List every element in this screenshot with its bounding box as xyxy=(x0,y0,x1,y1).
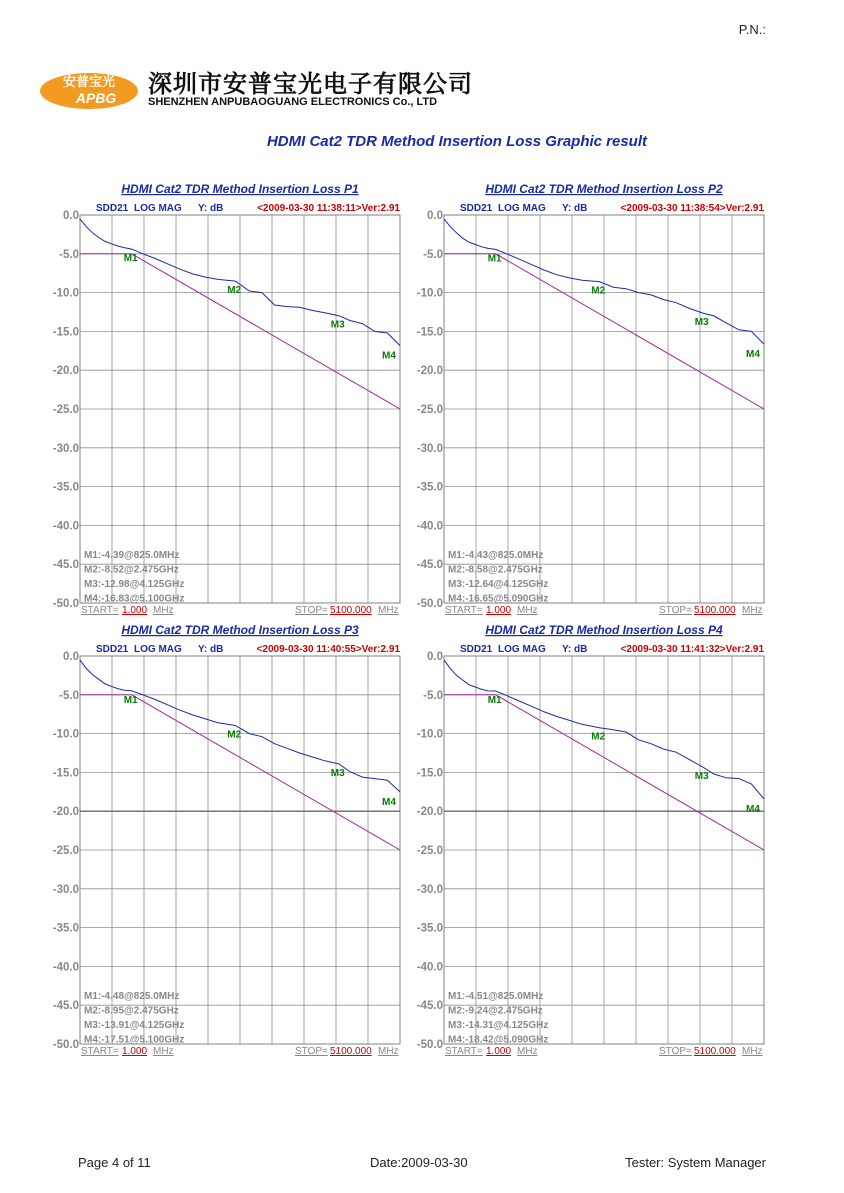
y-tick-label: -15.0 xyxy=(52,326,79,339)
logo-cn-text: 安普宝光 xyxy=(62,75,116,90)
start-value: 1.000 xyxy=(486,605,512,616)
y-tick-label: -35.0 xyxy=(52,922,79,935)
y-tick-label: -10.0 xyxy=(416,287,443,300)
start-unit: MHz xyxy=(517,1046,538,1057)
marker-m1: M1 xyxy=(487,253,502,265)
stop-value: 5100.000 xyxy=(330,605,372,616)
chart-title: HDMI Cat2 TDR Method Insertion Loss P4 xyxy=(485,623,723,637)
marker-readout: M1:-4.51@825.0MHz xyxy=(448,991,544,1002)
marker-readout: M2:-8.58@2.475GHz xyxy=(448,564,543,576)
marker-readout: M4:-17.51@5.100GHz xyxy=(84,1034,185,1046)
y-tick-label: -50.0 xyxy=(52,1039,79,1051)
y-unit-label: Y: dB xyxy=(562,203,588,214)
marker-m2: M2 xyxy=(227,285,242,297)
marker-m4: M4 xyxy=(746,803,760,815)
marker-m1: M1 xyxy=(487,694,502,706)
y-tick-label: -15.0 xyxy=(52,767,79,780)
y-tick-label: -15.0 xyxy=(416,767,443,780)
chart-title: HDMI Cat2 TDR Method Insertion Loss P3 xyxy=(121,623,359,637)
timestamp-label: <2009-03-30 11:38:11>Ver:2.91 xyxy=(257,203,400,214)
marker-m2: M2 xyxy=(227,729,242,741)
stop-label: STOP= xyxy=(659,605,692,616)
start-unit: MHz xyxy=(153,605,174,616)
y-tick-label: -45.0 xyxy=(416,559,443,572)
marker-readout: M3:-13.91@4.125GHz xyxy=(84,1020,185,1031)
part-number-label: P.N.: xyxy=(738,22,766,37)
format-label: LOG MAG xyxy=(134,203,182,214)
y-tick-label: -10.0 xyxy=(416,728,443,741)
y-tick-label: -25.0 xyxy=(52,404,79,416)
marker-readout: M3:-12.98@4.125GHz xyxy=(84,579,185,590)
y-tick-label: -30.0 xyxy=(416,442,443,455)
marker-m4: M4 xyxy=(746,349,760,361)
chart-p3 xyxy=(30,619,450,1059)
marker-m2: M2 xyxy=(591,731,606,743)
chart-p1 xyxy=(30,178,450,618)
y-tick-label: -20.0 xyxy=(416,806,443,819)
marker-m3: M3 xyxy=(330,319,345,331)
timestamp-label: <2009-03-30 11:38:54>Ver:2.91 xyxy=(620,203,764,214)
format-label: LOG MAG xyxy=(134,644,182,655)
y-tick-label: -35.0 xyxy=(416,922,443,935)
y-tick-label: 0.0 xyxy=(63,651,79,663)
chart-p4 xyxy=(394,619,814,1059)
y-tick-label: -30.0 xyxy=(52,442,79,455)
y-tick-label: -45.0 xyxy=(52,1000,79,1013)
y-tick-label: -20.0 xyxy=(52,365,79,378)
y-tick-label: -40.0 xyxy=(52,520,79,533)
report-title: HDMI Cat2 TDR Method Insertion Loss Graphic result xyxy=(266,133,648,150)
measure-label: SDD21 xyxy=(96,203,129,214)
stop-unit: MHz xyxy=(742,1046,763,1057)
y-tick-label: -30.0 xyxy=(416,883,443,896)
start-label: START= xyxy=(445,605,483,616)
marker-readout: M2:-8.95@2.475GHz xyxy=(84,1005,179,1017)
y-tick-label: -5.0 xyxy=(423,248,443,261)
stop-value: 5100.000 xyxy=(694,605,736,616)
stop-value: 5100.000 xyxy=(330,1046,372,1057)
marker-m3: M3 xyxy=(694,317,709,329)
timestamp-label: <2009-03-30 11:40:55>Ver:2.91 xyxy=(256,644,400,655)
stop-label: STOP= xyxy=(295,605,328,616)
format-label: LOG MAG xyxy=(498,644,546,655)
y-tick-label: -5.0 xyxy=(423,689,443,702)
measure-label: SDD21 xyxy=(460,203,493,214)
start-unit: MHz xyxy=(153,1046,174,1057)
y-tick-label: -45.0 xyxy=(416,1000,443,1013)
marker-readout: M1:-4.43@825.0MHz xyxy=(448,550,544,561)
format-label: LOG MAG xyxy=(498,203,546,214)
company-name-cn: 深圳市安普宝光电子有限公司 xyxy=(148,70,473,98)
y-unit-label: Y: dB xyxy=(198,203,224,214)
start-unit: MHz xyxy=(517,605,538,616)
y-tick-label: -20.0 xyxy=(416,365,443,378)
y-tick-label: -25.0 xyxy=(416,404,443,416)
y-unit-label: Y: dB xyxy=(562,644,588,655)
y-tick-label: 0.0 xyxy=(427,651,443,663)
start-value: 1.000 xyxy=(486,1046,512,1057)
y-tick-label: -30.0 xyxy=(52,883,79,896)
marker-readout: M4:-16.65@5.090GHz xyxy=(448,593,549,605)
marker-readout: M2:-9.24@2.475GHz xyxy=(448,1005,543,1017)
stop-value: 5100.000 xyxy=(694,1046,736,1057)
y-tick-label: -15.0 xyxy=(416,326,443,339)
start-label: START= xyxy=(445,1046,483,1057)
y-tick-label: -50.0 xyxy=(52,598,79,610)
stop-unit: MHz xyxy=(378,1046,399,1057)
logo-en-text: APBG xyxy=(75,90,117,106)
y-tick-label: -40.0 xyxy=(416,520,443,533)
chart-title: HDMI Cat2 TDR Method Insertion Loss P2 xyxy=(485,182,723,196)
marker-readout: M1:-4.39@825.0MHz xyxy=(84,550,180,561)
marker-readout: M3:-14.31@4.125GHz xyxy=(448,1020,549,1031)
marker-m3: M3 xyxy=(330,767,345,779)
marker-m4: M4 xyxy=(382,796,396,808)
marker-readout: M3:-12.64@4.125GHz xyxy=(448,579,549,590)
marker-readout: M2:-8.52@2.475GHz xyxy=(84,564,179,576)
y-tick-label: -5.0 xyxy=(59,689,79,702)
y-tick-label: -50.0 xyxy=(416,598,443,610)
y-tick-label: -40.0 xyxy=(416,961,443,974)
marker-m2: M2 xyxy=(591,285,606,297)
tester-name: Tester: System Manager xyxy=(625,1155,766,1170)
y-tick-label: -20.0 xyxy=(52,806,79,819)
y-tick-label: -25.0 xyxy=(52,845,79,857)
marker-m3: M3 xyxy=(694,771,709,783)
start-label: START= xyxy=(81,605,119,616)
y-tick-label: -10.0 xyxy=(52,728,79,741)
y-tick-label: 0.0 xyxy=(427,210,443,222)
start-value: 1.000 xyxy=(122,605,148,616)
y-tick-label: -25.0 xyxy=(416,845,443,857)
y-tick-label: -50.0 xyxy=(416,1039,443,1051)
y-tick-label: -35.0 xyxy=(52,481,79,494)
y-tick-label: -40.0 xyxy=(52,961,79,974)
company-logo xyxy=(38,68,140,110)
page-number: Page 4 of 11 xyxy=(78,1155,151,1170)
stop-unit: MHz xyxy=(742,605,763,616)
start-label: START= xyxy=(81,1046,119,1057)
measure-label: SDD21 xyxy=(96,644,129,655)
marker-readout: M1:-4.48@825.0MHz xyxy=(84,991,180,1002)
y-unit-label: Y: dB xyxy=(198,644,224,655)
y-tick-label: -10.0 xyxy=(52,287,79,300)
marker-m4: M4 xyxy=(382,350,396,362)
y-tick-label: -5.0 xyxy=(59,248,79,261)
company-name-en: SHENZHEN ANPUBAOGUANG ELECTRONICS Co., LTD xyxy=(148,96,438,108)
marker-m1: M1 xyxy=(123,694,138,706)
timestamp-label: <2009-03-30 11:41:32>Ver:2.91 xyxy=(620,644,764,655)
y-tick-label: -45.0 xyxy=(52,559,79,572)
marker-m1: M1 xyxy=(123,253,138,265)
marker-readout: M4:-18.42@5.090GHz xyxy=(448,1034,549,1046)
y-tick-label: 0.0 xyxy=(63,210,79,222)
measure-label: SDD21 xyxy=(460,644,493,655)
chart-p2 xyxy=(394,178,814,618)
chart-title: HDMI Cat2 TDR Method Insertion Loss P1 xyxy=(121,182,359,196)
report-date: Date:2009-03-30 xyxy=(370,1155,468,1170)
stop-unit: MHz xyxy=(378,605,399,616)
start-value: 1.000 xyxy=(122,1046,148,1057)
marker-readout: M4:-16.83@5.100GHz xyxy=(84,593,185,605)
y-tick-label: -35.0 xyxy=(416,481,443,494)
stop-label: STOP= xyxy=(659,1046,692,1057)
stop-label: STOP= xyxy=(295,1046,328,1057)
